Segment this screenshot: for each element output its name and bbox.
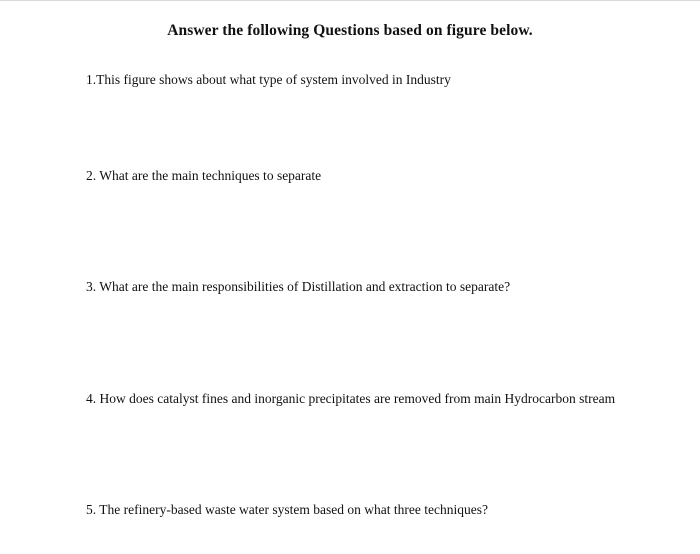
question-1: 1.This figure shows about what type of system involved in Industry [86,72,451,87]
question-2: 2. What are the main techniques to separate [86,168,322,183]
top-divider [0,0,700,1]
question-4: 4. How does catalyst fines and inorganic precipitates are removed from main Hydrocarbon stream [86,391,616,406]
question-5: 5. The refinery-based waste water system based on what three techniques? [86,502,488,517]
worksheet-heading: Answer the following Questions based on figure below. [167,22,533,39]
question-3: 3. What are the main responsibilities of Distillation and extraction to separate? [86,279,511,294]
